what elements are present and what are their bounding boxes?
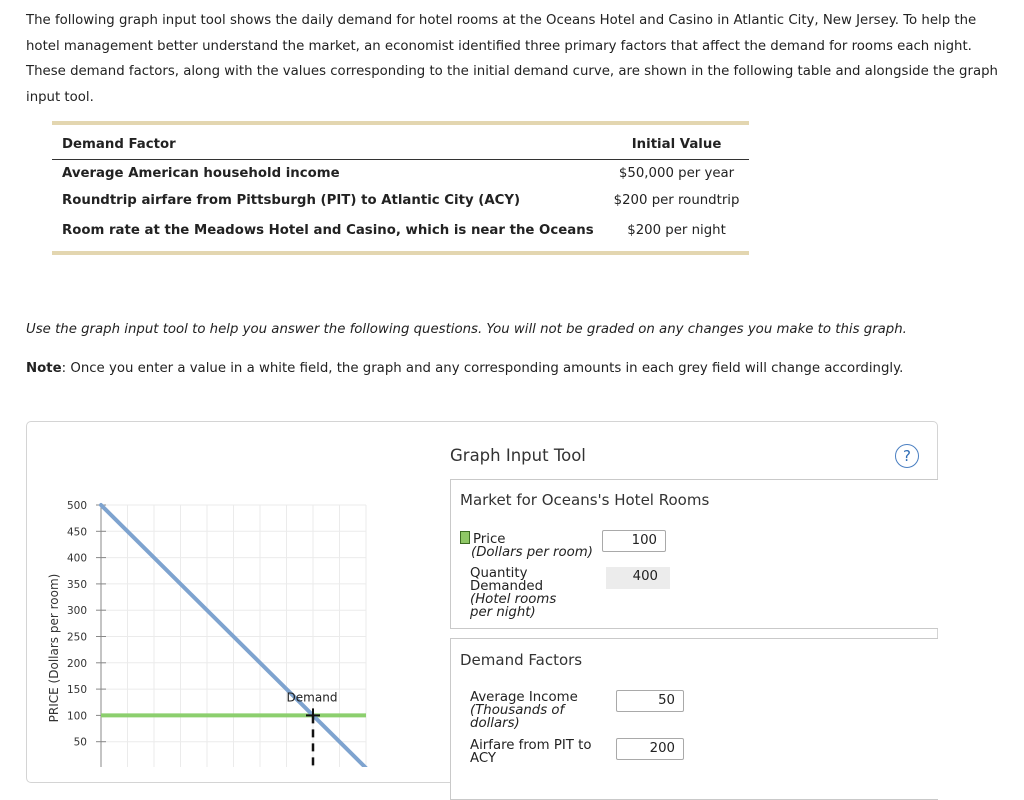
y-tick-label: 300: [66, 605, 87, 618]
y-tick-label: 350: [66, 578, 87, 591]
y-tick-label: 100: [66, 710, 87, 723]
help-icon[interactable]: ?: [895, 444, 919, 468]
table-row: [52, 160, 749, 188]
factor-value: $50,000 per year: [618, 166, 735, 181]
quantity-demanded-value: 400: [606, 567, 670, 589]
y-tick-label: 250: [66, 631, 87, 644]
quantity-label-text: Quantity Demanded: [470, 566, 544, 594]
y-tick-label: 50: [73, 736, 87, 749]
demand-chart[interactable]: [27, 422, 447, 767]
quantity-label: [470, 567, 582, 619]
price-label: [460, 531, 593, 559]
instructions-text: Use the graph input tool to help you answer the following questions. You will not be graded on any changes you make to this graph.: [26, 322, 907, 337]
price-sublabel: (Dollars per room): [471, 545, 593, 560]
price-line-swatch-icon: [460, 531, 470, 544]
factor-name: Room rate at the Meadows Hotel and Casino, which is near the Oceans: [62, 223, 594, 238]
demand-factors-title: Demand Factors: [460, 651, 583, 669]
note-text: [26, 361, 903, 376]
price-input[interactable]: 100: [602, 530, 666, 552]
market-box: [450, 479, 938, 629]
table-header-row: [52, 123, 749, 160]
table-row: [52, 214, 749, 253]
graph-input-tool-title: Graph Input Tool: [450, 446, 586, 465]
income-label: [470, 691, 585, 730]
market-title: Market for Oceans's Hotel Rooms: [460, 491, 710, 509]
income-sublabel: (Thousands of dollars): [470, 703, 565, 731]
average-income-input[interactable]: 50: [616, 690, 684, 712]
column-header-value: Initial Value: [604, 123, 750, 160]
y-tick-label: 150: [66, 684, 87, 697]
table-row: [52, 187, 749, 214]
income-label-text: Average Income: [470, 690, 578, 705]
factor-value: $200 per roundtrip: [613, 193, 740, 208]
airfare-label: Airfare from PIT to ACY: [470, 738, 592, 766]
note-body: : Once you enter a value in a white field, the graph and any corresponding amounts in each grey field will change accordingly.: [61, 361, 904, 376]
y-axis-label: PRICE (Dollars per room): [47, 573, 61, 723]
factor-value: $200 per night: [627, 223, 726, 238]
price-label-text: Price: [473, 532, 506, 547]
demand-factor-table: [52, 121, 749, 255]
factor-name: Average American household income: [62, 166, 340, 181]
y-tick-label: 400: [66, 552, 87, 565]
intro-paragraph: The following graph input tool shows the daily demand for hotel rooms at the Oceans Hotel and Casino in Atlantic City, New Jersey. To help the hotel management better understand the market, an economist identified three primary factors that affect the demand for rooms each night. These demand factors, along with the values corresponding to the initial demand curve, are shown in the following table and alongside the graph input tool.: [26, 13, 998, 105]
demand-factors-box: [450, 638, 938, 800]
y-tick-label: 500: [66, 500, 87, 512]
factor-name: Roundtrip airfare from Pittsburgh (PIT) to Atlantic City (ACY): [62, 193, 521, 208]
airfare-input[interactable]: 200: [616, 738, 684, 760]
column-header-factor: Demand Factor: [52, 123, 604, 160]
graph-input-tool-panel: [26, 421, 938, 783]
quantity-sublabel: (Hotel rooms per night): [470, 592, 557, 620]
y-tick-label: 200: [66, 657, 87, 670]
demand-curve-label: Demand: [286, 690, 338, 705]
note-label: Note: [26, 361, 62, 376]
y-tick-label: 450: [66, 526, 87, 539]
